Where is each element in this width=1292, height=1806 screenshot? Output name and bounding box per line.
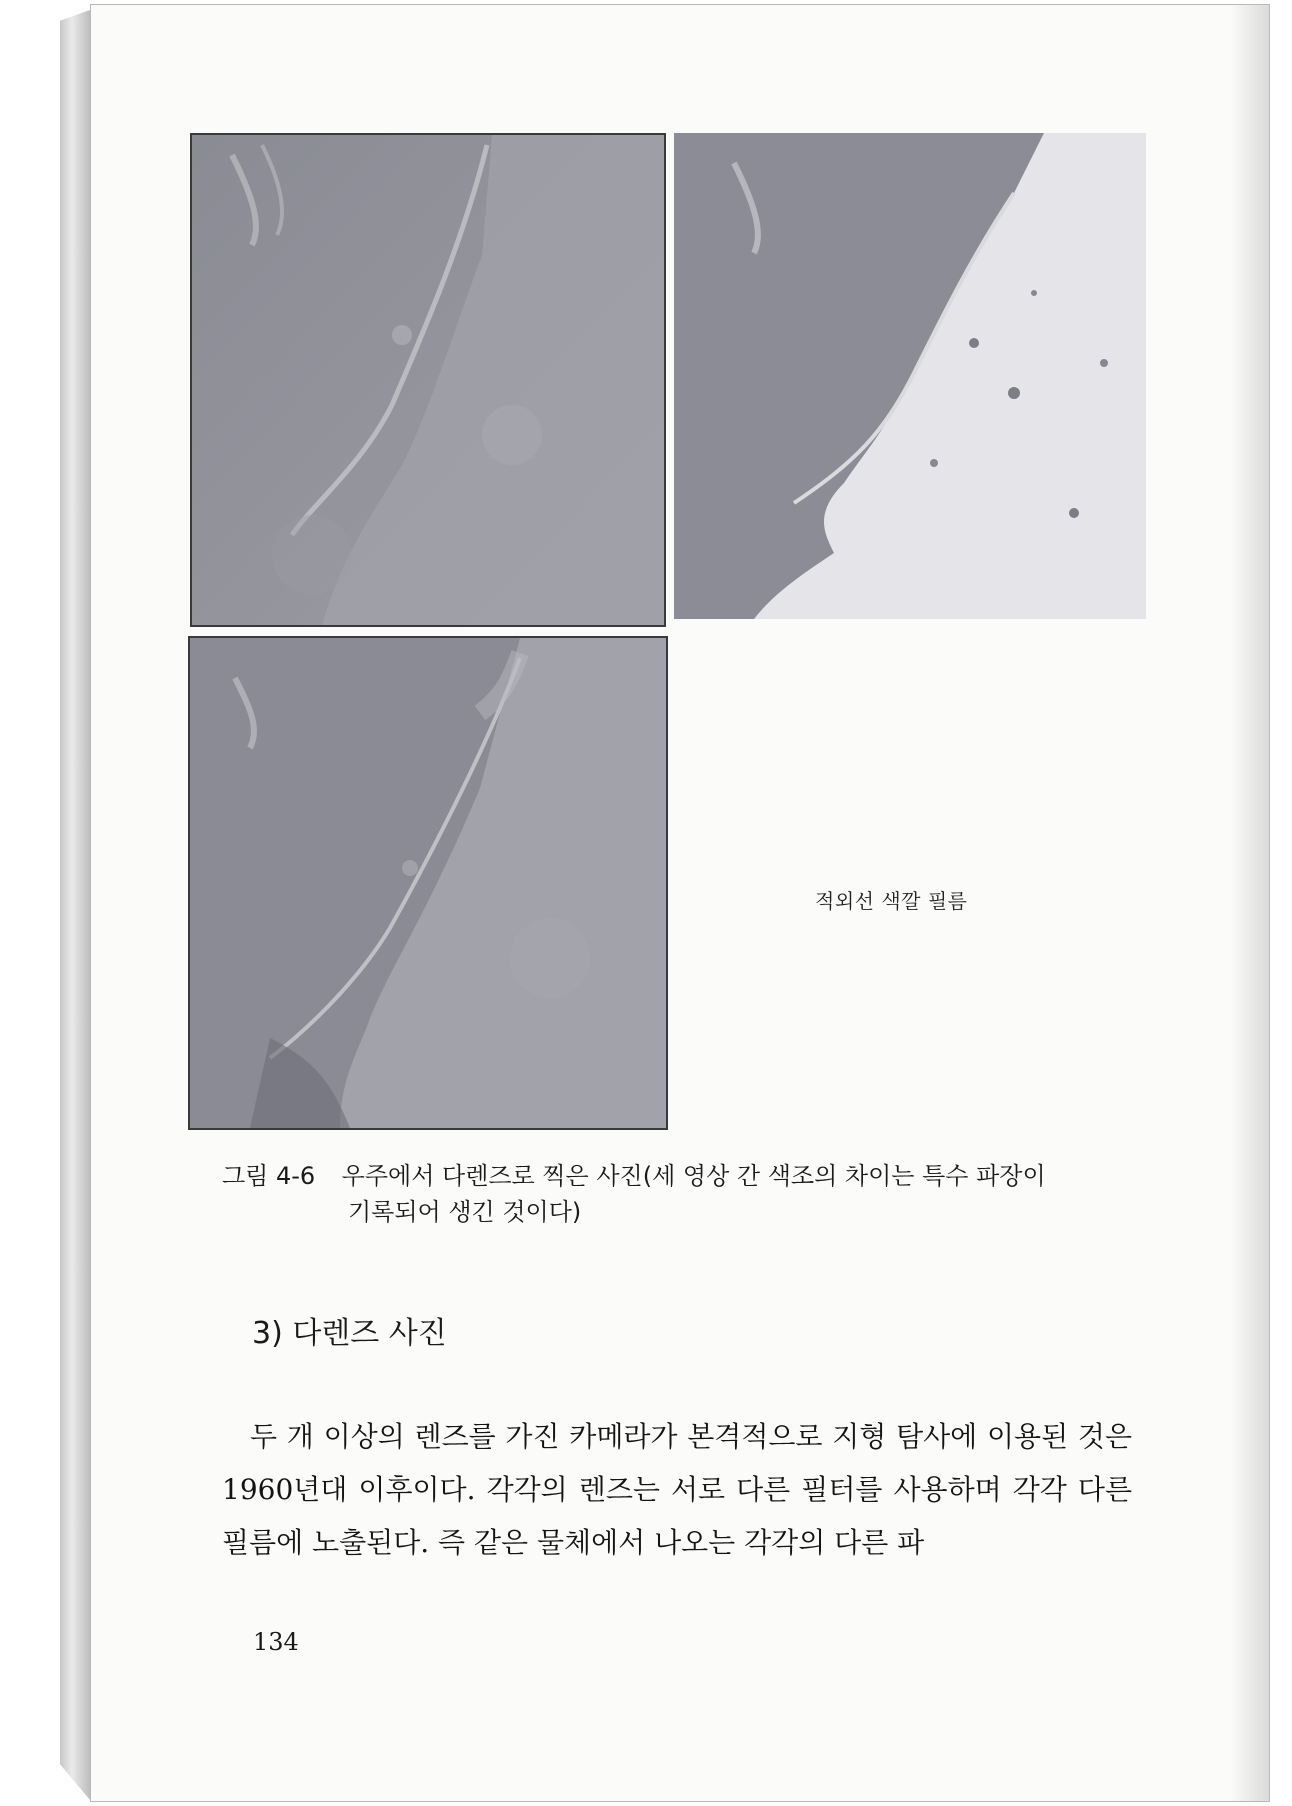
page-number: 134 [253,1628,299,1656]
body-text [222,1410,1132,1569]
satellite-photo-2-image [674,133,1146,619]
satellite-photo-1 [190,133,666,627]
page-shadow [1230,4,1270,1802]
satellite-photo-3 [188,636,668,1130]
page-edge [60,10,90,1800]
figure-caption [222,1158,1152,1230]
figure-number: 그림 4-6 [222,1162,316,1190]
satellite-photo-3-image [190,638,666,1128]
body-paragraph: 두 개 이상의 렌즈를 가진 카메라가 본격적으로 지형 탐사에 이용된 것은 1960년대 이후이다. 각각의 렌즈는 서로 다른 필터를 사용하며 각각 다른 필름에 노출된다. 즉 같은 물체에서 나오는 각각의 다른 파 [222,1420,1132,1559]
satellite-photo-2 [674,133,1146,619]
figure-caption-line-1: 우주에서 다렌즈로 찍은 사진(세 영상 간 색조의 차이는 특수 파장이 [341,1162,1046,1190]
section-title: 3) 다렌즈 사진 [252,1316,447,1351]
side-caption: 적외선 색깔 필름 [815,889,968,913]
satellite-photo-1-image [192,135,664,625]
figure-caption-line-2: 기록되어 생긴 것이다) [348,1198,582,1226]
